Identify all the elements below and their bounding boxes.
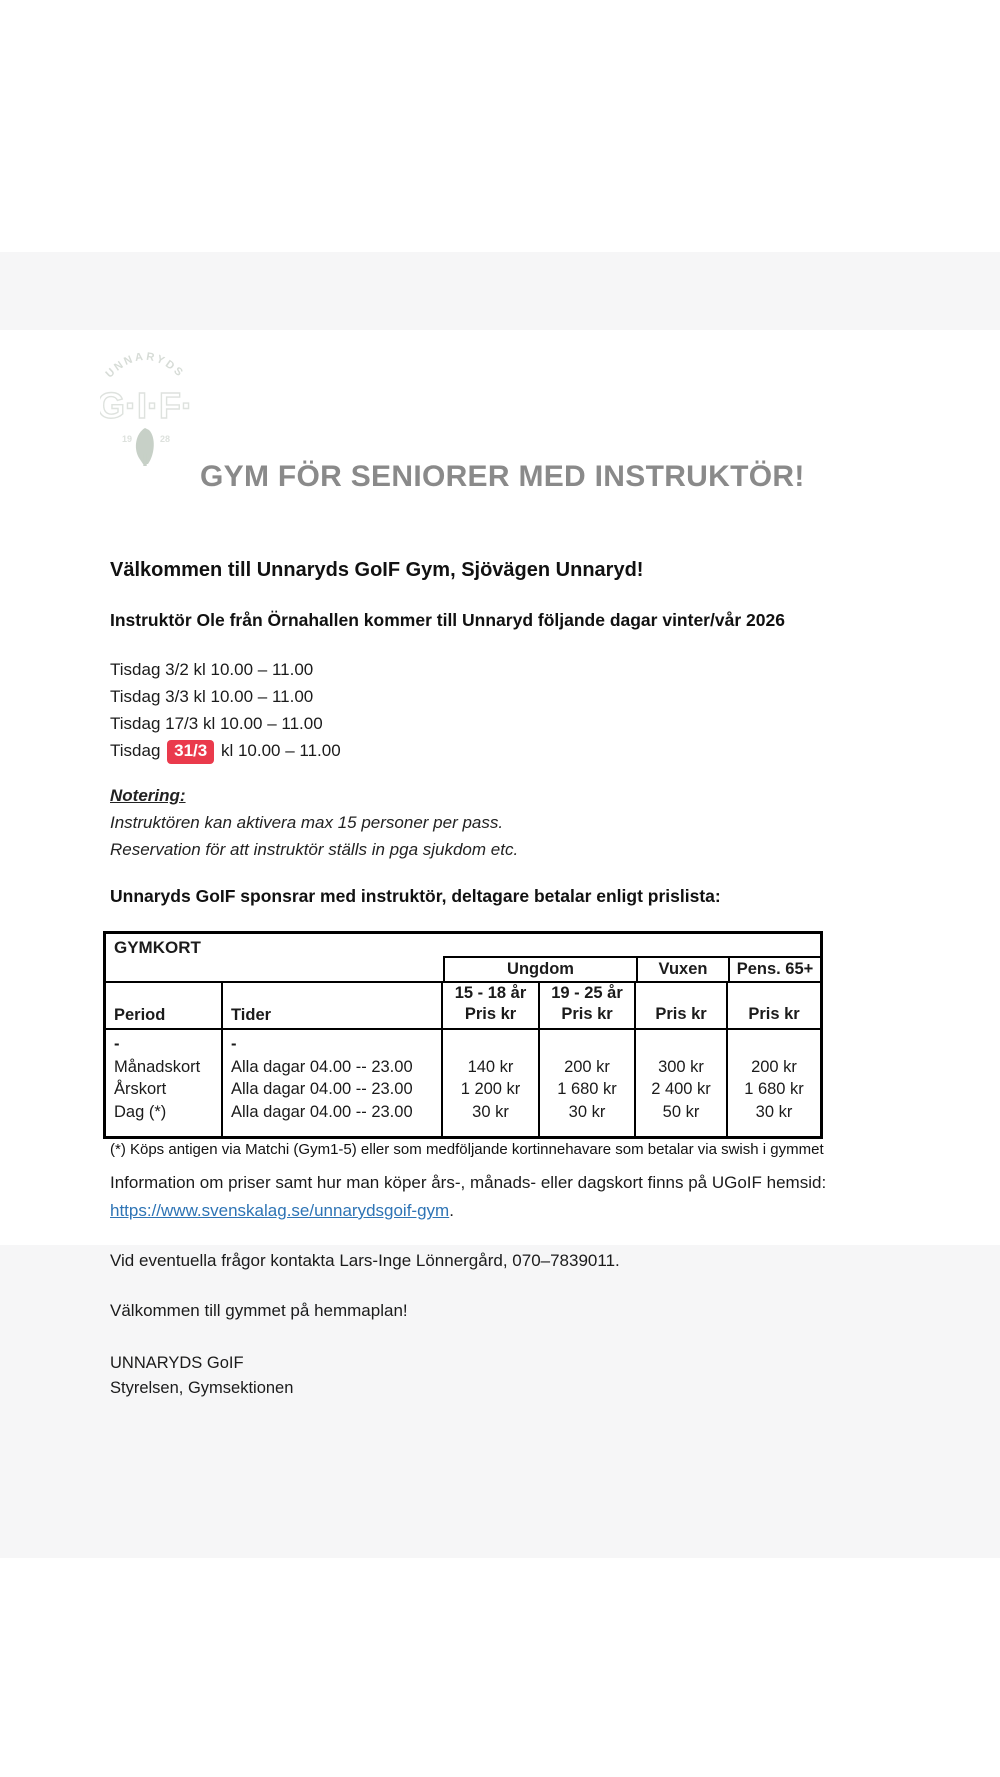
- background-band-top: [0, 252, 1000, 330]
- schedule-item-1: [110, 656, 341, 683]
- tider-column: [223, 1030, 443, 1136]
- age-range-label: 15 - 18 år: [454, 984, 527, 1002]
- table-section-title: GYMKORT: [114, 938, 201, 957]
- schedule-item-3: [110, 710, 341, 737]
- schedule-item-4: [110, 737, 341, 764]
- column-header-19-25: [540, 983, 636, 1028]
- price-column-pens: [728, 1030, 820, 1136]
- price-column-19-25: [540, 1030, 636, 1136]
- note-heading: Notering:: [110, 786, 186, 805]
- logo-year-right: 28: [160, 434, 171, 444]
- instructor-heading: Instruktör Ole från Örnahallen kommer till Unnaryd följande dagar vinter/vår 2026: [110, 610, 785, 630]
- group-header-ungdom: Ungdom: [445, 958, 638, 981]
- group-header-pens: Pens. 65+: [736, 960, 814, 978]
- price-cell: 1 680 kr: [557, 1080, 617, 1098]
- price-cell: 200 kr: [751, 1057, 797, 1076]
- price-unit-label: Pris kr: [561, 1005, 613, 1023]
- price-cell: 30 kr: [568, 1102, 606, 1121]
- logo-initials: G·I·F·: [100, 385, 190, 426]
- logo-leaf-stem: [143, 454, 146, 466]
- schedule-date: 3/2: [165, 660, 189, 679]
- schedule-day: Tisdag: [110, 714, 161, 733]
- welcome-heading: Välkommen till Unnaryds GoIF Gym, Sjövägen Unnaryd!: [110, 559, 644, 581]
- logo-year-left: 19: [122, 434, 133, 444]
- price-unit-label: Pris kr: [748, 1005, 800, 1023]
- note-line-2: Reservation för att instruktör ställs in pga sjukdom etc.: [110, 840, 519, 859]
- info-text: Information om priser samt hur man köper års-, månads- eller dagskort finns på UGoIF hemsid:: [110, 1173, 827, 1192]
- note-line-1: Instruktören kan aktivera max 15 personer per pass.: [110, 813, 504, 832]
- schedule-list: [110, 656, 341, 764]
- period-cell: Månadskort: [114, 1057, 201, 1076]
- website-link[interactable]: https://www.svenskalag.se/unnarydsgoif-gym: [110, 1201, 450, 1220]
- tider-cell: Alla dagar 04.00 -- 23.00: [231, 1102, 413, 1121]
- schedule-day: Tisdag: [110, 741, 161, 760]
- club-logo: [100, 336, 190, 466]
- schedule-time: kl 10.00 – 11.00: [193, 660, 314, 679]
- logo-arc-text: UNNARYDS: [103, 350, 187, 381]
- column-header-15-18: [443, 983, 540, 1028]
- link-suffix: .: [449, 1201, 454, 1220]
- price-unit-label: Pris kr: [655, 1005, 707, 1023]
- schedule-time: kl 10.00 – 11.00: [193, 687, 314, 706]
- page-title: GYM FÖR SENIORER MED INSTRUKTÖR!: [200, 460, 805, 493]
- price-cell: 2 400 kr: [651, 1080, 711, 1098]
- dash-cell: -: [114, 1035, 120, 1053]
- schedule-day: Tisdag: [110, 687, 161, 706]
- link-line: [110, 1201, 454, 1221]
- period-cell: Dag (*): [114, 1102, 167, 1121]
- highlighted-date-badge: 31/3: [167, 740, 214, 764]
- price-cell: 140 kr: [467, 1057, 514, 1076]
- table-footnote: (*) Köps antigen via Matchi (Gym1-5) eller som medföljande kortinnehavare som betalar via swish i gymmet: [110, 1141, 824, 1158]
- column-header-tider: Tider: [223, 983, 443, 1028]
- price-column-vuxen: [636, 1030, 728, 1136]
- signature-org: UNNARYDS GoIF: [110, 1354, 244, 1372]
- schedule-date: 17/3: [165, 714, 199, 733]
- pricing-intro: Unnaryds GoIF sponsrar med instruktör, deltagare betalar enligt prislista:: [110, 886, 721, 906]
- column-header-vuxen-pris: [636, 983, 728, 1028]
- schedule-date: 3/3: [165, 687, 189, 706]
- price-cell: 300 kr: [658, 1057, 704, 1076]
- pricing-table-header-row: [106, 983, 820, 1030]
- price-cell: 1 680 kr: [744, 1080, 804, 1098]
- schedule-time: kl 10.00 – 11.00: [202, 714, 323, 733]
- price-column-15-18: [443, 1030, 540, 1136]
- signature-dept: Styrelsen, Gymsektionen: [110, 1379, 294, 1397]
- signature-block: [110, 1351, 293, 1401]
- background-band-bottom: [0, 1245, 1000, 1558]
- price-cell: 50 kr: [662, 1102, 700, 1121]
- schedule-time: kl 10.00 – 11.00: [220, 741, 341, 760]
- tider-cell: Alla dagar 04.00 -- 23.00: [231, 1080, 413, 1098]
- price-cell: 1 200 kr: [460, 1080, 521, 1098]
- dash-cell: -: [231, 1035, 237, 1053]
- period-cell: Årskort: [114, 1080, 167, 1098]
- pricing-table-body: [106, 1030, 820, 1136]
- column-header-period: Period: [106, 983, 223, 1028]
- price-cell: 200 kr: [564, 1057, 610, 1076]
- schedule-item-2: [110, 683, 341, 710]
- price-cell: 30 kr: [755, 1102, 793, 1121]
- schedule-day: Tisdag: [110, 660, 161, 679]
- table-group-header-row: [443, 956, 820, 981]
- contact-line: Vid eventuella frågor kontakta Lars-Inge Lönnergård, 070–7839011.: [110, 1251, 620, 1270]
- closing-line: Välkommen till gymmet på hemmaplan!: [110, 1301, 408, 1320]
- period-column: [106, 1030, 223, 1136]
- pricing-table-top-band: [106, 934, 820, 983]
- pricing-table: [103, 931, 823, 1139]
- tider-cell: Alla dagar 04.00 -- 23.00: [231, 1057, 413, 1076]
- price-unit-label: Pris kr: [464, 1005, 517, 1023]
- price-cell: 30 kr: [472, 1102, 509, 1121]
- column-header-pens-pris: [728, 983, 820, 1028]
- group-header-vuxen: Vuxen: [638, 958, 730, 981]
- club-logo-image: [100, 336, 190, 466]
- age-range-label: 19 - 25 år: [551, 984, 623, 1002]
